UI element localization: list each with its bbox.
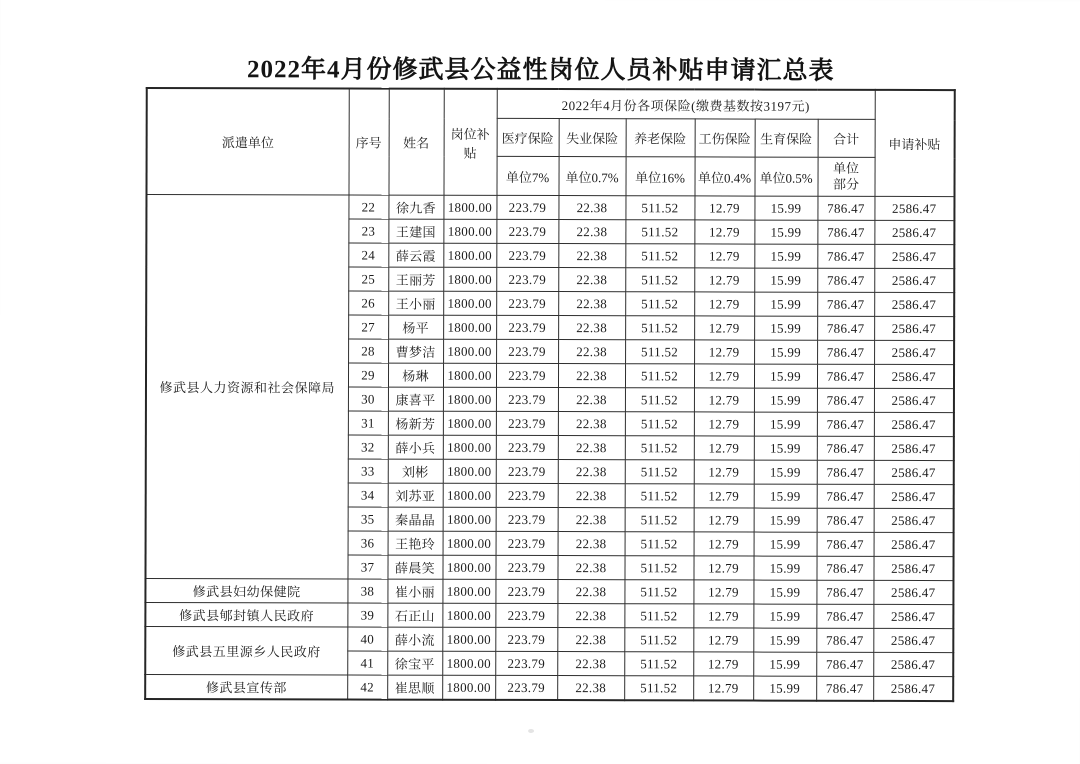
maternity-cell: 15.99: [754, 460, 817, 484]
pension-cell: 511.52: [625, 292, 694, 316]
total-cell: 786.47: [816, 556, 873, 580]
unemployment-cell: 22.38: [558, 436, 625, 460]
serial-cell: 38: [347, 579, 387, 603]
pension-cell: 511.52: [625, 268, 694, 292]
pension-cell: 511.52: [625, 532, 694, 556]
total-cell: 786.47: [817, 412, 874, 436]
work-injury-cell: 12.79: [694, 316, 754, 340]
serial-cell: 29: [348, 363, 388, 387]
name-cell: 石正山: [387, 603, 442, 627]
name-cell: 秦晶晶: [388, 507, 443, 531]
serial-cell: 39: [347, 603, 387, 627]
serial-cell: 34: [348, 483, 388, 507]
total-cell: 786.47: [816, 604, 873, 628]
maternity-cell: 15.99: [754, 244, 817, 268]
total-cell: 786.47: [817, 268, 874, 292]
post-subsidy-cell: 1800.00: [443, 507, 496, 531]
serial-cell: 28: [348, 339, 388, 363]
dispatch-unit-cell: 修武县五里源乡人民政府: [145, 626, 347, 675]
col-header-pension-rate: 单位16%: [625, 157, 694, 196]
unemployment-cell: 22.38: [558, 268, 625, 292]
work-injury-cell: 12.79: [693, 628, 753, 652]
table-row: [145, 674, 953, 701]
serial-cell: 35: [348, 507, 388, 531]
work-injury-cell: 12.79: [694, 364, 754, 388]
name-cell: 薛小兵: [388, 435, 443, 459]
post-subsidy-cell: 1800.00: [443, 315, 496, 339]
pension-cell: 511.52: [624, 652, 693, 676]
unemployment-cell: 22.38: [558, 532, 625, 556]
work-injury-cell: 12.79: [693, 676, 753, 701]
apply-subsidy-cell: 2586.47: [874, 412, 954, 436]
apply-subsidy-cell: 2586.47: [873, 580, 953, 604]
unemployment-cell: 22.38: [558, 244, 625, 268]
total-cell: 786.47: [816, 580, 873, 604]
maternity-cell: 15.99: [754, 532, 817, 556]
name-cell: 徐九香: [388, 195, 443, 219]
post-subsidy-cell: 1800.00: [443, 435, 496, 459]
medical-cell: 223.79: [495, 603, 557, 627]
work-injury-cell: 12.79: [694, 196, 754, 220]
serial-cell: 31: [348, 411, 388, 435]
name-cell: 刘苏亚: [388, 483, 443, 507]
medical-cell: 223.79: [495, 627, 557, 651]
medical-cell: 223.79: [496, 339, 558, 363]
total-cell: 786.47: [816, 676, 873, 701]
col-header-unemployment: 失业保险: [559, 119, 626, 157]
post-subsidy-cell: 1800.00: [443, 219, 496, 243]
unemployment-cell: 22.38: [557, 628, 624, 652]
serial-cell: 22: [348, 195, 388, 219]
pension-cell: 511.52: [625, 412, 694, 436]
scan-speck: [528, 729, 534, 733]
table-body: [145, 194, 954, 701]
col-header-work-injury: 工伤保险: [695, 119, 755, 157]
pension-cell: 511.52: [625, 484, 694, 508]
unemployment-cell: 22.38: [558, 388, 625, 412]
post-subsidy-cell: 1800.00: [443, 483, 496, 507]
medical-cell: 223.79: [496, 507, 558, 531]
unemployment-cell: 22.38: [557, 556, 624, 580]
apply-subsidy-cell: 2586.47: [874, 292, 954, 316]
work-injury-cell: 12.79: [694, 460, 754, 484]
col-header-post-subsidy: 岗位补贴: [443, 89, 496, 196]
pension-cell: 511.52: [624, 604, 693, 628]
work-injury-cell: 12.79: [694, 340, 754, 364]
post-subsidy-cell: 1800.00: [442, 675, 495, 700]
unemployment-cell: 22.38: [558, 412, 625, 436]
post-subsidy-cell: 1800.00: [442, 651, 495, 675]
work-injury-cell: 12.79: [694, 412, 754, 436]
table-row: [145, 578, 953, 604]
work-injury-cell: 12.79: [693, 652, 753, 676]
work-injury-cell: 12.79: [694, 268, 754, 292]
name-cell: 王艳玲: [388, 531, 443, 555]
name-cell: 崔思顺: [387, 675, 442, 700]
serial-cell: 40: [347, 627, 387, 651]
maternity-cell: 15.99: [754, 340, 817, 364]
pension-cell: 511.52: [624, 556, 693, 580]
medical-cell: 223.79: [496, 411, 558, 435]
post-subsidy-cell: 1800.00: [443, 267, 496, 291]
total-cell: 786.47: [817, 436, 874, 460]
table-row: [146, 194, 954, 220]
unemployment-cell: 22.38: [558, 364, 625, 388]
work-injury-cell: 12.79: [694, 484, 754, 508]
maternity-cell: 15.99: [754, 220, 817, 244]
col-header-total-rate: [817, 157, 874, 196]
apply-subsidy-cell: 2586.47: [874, 532, 954, 556]
total-rate-label: 单位部分: [832, 160, 860, 192]
serial-cell: 36: [348, 531, 388, 555]
apply-subsidy-cell: 2586.47: [874, 340, 954, 364]
total-cell: 786.47: [817, 220, 874, 244]
work-injury-cell: 12.79: [694, 220, 754, 244]
col-header-serial-no: 序号: [348, 88, 388, 195]
medical-cell: 223.79: [496, 315, 558, 339]
apply-subsidy-cell: 2586.47: [874, 220, 954, 244]
medical-cell: 223.79: [495, 555, 557, 579]
name-cell: 徐宝平: [387, 651, 442, 675]
dispatch-unit-cell: 修武县妇幼保健院: [145, 578, 347, 603]
post-subsidy-cell: 1800.00: [443, 243, 496, 267]
table-row: [145, 626, 953, 652]
medical-cell: 223.79: [495, 675, 557, 700]
maternity-cell: 15.99: [753, 628, 816, 652]
medical-cell: 223.79: [496, 387, 558, 411]
maternity-cell: 15.99: [754, 388, 817, 412]
serial-cell: 33: [348, 459, 388, 483]
maternity-cell: 15.99: [754, 196, 817, 220]
maternity-cell: 15.99: [754, 508, 817, 532]
name-cell: 刘彬: [388, 459, 443, 483]
col-header-maternity: 生育保险: [755, 119, 818, 157]
unemployment-cell: 22.38: [558, 220, 625, 244]
name-cell: 王丽芳: [388, 267, 443, 291]
total-cell: 786.47: [817, 484, 874, 508]
name-cell: 康喜平: [388, 387, 443, 411]
medical-cell: 223.79: [496, 195, 558, 219]
medical-cell: 223.79: [495, 651, 557, 675]
serial-cell: 25: [348, 267, 388, 291]
total-cell: 786.47: [817, 244, 874, 268]
maternity-cell: 15.99: [753, 652, 816, 676]
name-cell: 薛小流: [387, 627, 442, 651]
post-subsidy-cell: 1800.00: [443, 195, 496, 219]
dispatch-unit-cell: 修武县人力资源和社会保障局: [145, 194, 348, 579]
col-header-pension: 养老保险: [626, 119, 695, 157]
total-cell: 786.47: [817, 316, 874, 340]
maternity-cell: 15.99: [753, 604, 816, 628]
post-subsidy-cell: 1800.00: [443, 387, 496, 411]
total-cell: 786.47: [817, 364, 874, 388]
work-injury-cell: 12.79: [694, 292, 754, 316]
post-subsidy-cell: 1800.00: [442, 603, 495, 627]
apply-subsidy-cell: 2586.47: [873, 556, 953, 580]
maternity-cell: 15.99: [754, 436, 817, 460]
post-subsidy-cell: 1800.00: [443, 339, 496, 363]
pension-cell: 511.52: [625, 508, 694, 532]
medical-cell: 223.79: [496, 243, 558, 267]
medical-cell: 223.79: [496, 291, 558, 315]
name-cell: 崔小丽: [387, 579, 442, 603]
post-subsidy-cell: 1800.00: [443, 411, 496, 435]
unemployment-cell: 22.38: [558, 340, 625, 364]
pension-cell: 511.52: [625, 220, 694, 244]
pension-cell: 511.52: [625, 460, 694, 484]
post-subsidy-cell: 1800.00: [442, 555, 495, 579]
apply-subsidy-cell: 2586.47: [874, 436, 954, 460]
total-cell: 786.47: [817, 292, 874, 316]
serial-cell: 32: [348, 435, 388, 459]
col-header-medical-rate: 单位7%: [496, 156, 558, 195]
medical-cell: 223.79: [496, 267, 558, 291]
post-subsidy-cell: 1800.00: [443, 531, 496, 555]
name-cell: 杨新芳: [388, 411, 443, 435]
medical-cell: 223.79: [496, 363, 558, 387]
name-cell: 薛云霞: [388, 243, 443, 267]
serial-cell: 41: [347, 651, 387, 675]
medical-cell: 223.79: [496, 531, 558, 555]
medical-cell: 223.79: [496, 459, 558, 483]
pension-cell: 511.52: [624, 676, 693, 701]
serial-cell: 24: [348, 243, 388, 267]
unemployment-cell: 22.38: [558, 316, 625, 340]
apply-subsidy-cell: 2586.47: [874, 316, 954, 340]
name-cell: 王建国: [388, 219, 443, 243]
total-cell: 786.47: [817, 532, 874, 556]
header-row-group: [147, 88, 955, 120]
maternity-cell: 15.99: [754, 268, 817, 292]
work-injury-cell: 12.79: [694, 244, 754, 268]
pension-cell: 511.52: [624, 628, 693, 652]
unemployment-cell: 22.38: [557, 652, 624, 676]
table-header: [146, 88, 954, 197]
apply-subsidy-cell: 2586.47: [873, 676, 953, 701]
dispatch-unit-cell: 修武县郇封镇人民政府: [145, 602, 347, 627]
work-injury-cell: 12.79: [694, 388, 754, 412]
maternity-cell: 15.99: [754, 412, 817, 436]
serial-cell: 26: [348, 291, 388, 315]
unemployment-cell: 22.38: [557, 580, 624, 604]
pension-cell: 511.52: [624, 580, 693, 604]
unemployment-cell: 22.38: [557, 676, 624, 701]
apply-subsidy-cell: 2586.47: [874, 388, 954, 412]
unemployment-cell: 22.38: [557, 604, 624, 628]
name-cell: 王小丽: [388, 291, 443, 315]
maternity-cell: 15.99: [754, 484, 817, 508]
maternity-cell: 15.99: [753, 676, 816, 701]
unemployment-cell: 22.38: [558, 196, 625, 220]
serial-cell: 23: [348, 219, 388, 243]
name-cell: 薛晨笑: [387, 555, 442, 579]
pension-cell: 511.52: [625, 388, 694, 412]
medical-cell: 223.79: [496, 483, 558, 507]
work-injury-cell: 12.79: [694, 436, 754, 460]
name-cell: 曹梦洁: [388, 339, 443, 363]
apply-subsidy-cell: 2586.47: [874, 484, 954, 508]
serial-cell: 27: [348, 315, 388, 339]
pension-cell: 511.52: [625, 436, 694, 460]
medical-cell: 223.79: [496, 219, 558, 243]
work-injury-cell: 12.79: [693, 580, 753, 604]
pension-cell: 511.52: [625, 244, 694, 268]
table-row: [145, 602, 953, 628]
post-subsidy-cell: 1800.00: [442, 579, 495, 603]
work-injury-cell: 12.79: [693, 556, 753, 580]
maternity-cell: 15.99: [754, 316, 817, 340]
col-header-apply-subsidy: 申请补贴: [875, 90, 955, 197]
col-header-work-injury-rate: 单位0.4%: [694, 157, 754, 196]
name-cell: 杨平: [388, 315, 443, 339]
col-header-total: 合计: [818, 119, 875, 157]
maternity-cell: 15.99: [754, 292, 817, 316]
post-subsidy-cell: 1800.00: [443, 363, 496, 387]
pension-cell: 511.52: [625, 340, 694, 364]
dispatch-unit-cell: 修武县宣传部: [145, 674, 347, 699]
post-subsidy-cell: 1800.00: [442, 627, 495, 651]
total-cell: 786.47: [816, 628, 873, 652]
total-cell: 786.47: [817, 388, 874, 412]
subsidy-summary-table: [144, 87, 956, 702]
total-cell: 786.47: [817, 460, 874, 484]
col-header-medical: 医疗保险: [497, 118, 559, 156]
post-subsidy-cell: 1800.00: [443, 291, 496, 315]
total-cell: 786.47: [816, 652, 873, 676]
unemployment-cell: 22.38: [558, 292, 625, 316]
col-header-unemployment-rate: 单位0.7%: [558, 157, 625, 196]
pension-cell: 511.52: [625, 196, 694, 220]
medical-cell: 223.79: [496, 435, 558, 459]
serial-cell: 42: [347, 675, 387, 700]
work-injury-cell: 12.79: [694, 532, 754, 556]
col-header-dispatch-unit: 派遣单位: [146, 88, 348, 195]
apply-subsidy-cell: 2586.47: [874, 508, 954, 532]
apply-subsidy-cell: 2586.47: [874, 460, 954, 484]
unemployment-cell: 22.38: [558, 484, 625, 508]
apply-subsidy-cell: 2586.47: [874, 244, 954, 268]
unemployment-cell: 22.38: [558, 508, 625, 532]
apply-subsidy-cell: 2586.47: [873, 628, 953, 652]
serial-cell: 37: [347, 555, 387, 579]
apply-subsidy-cell: 2586.47: [873, 652, 953, 676]
apply-subsidy-cell: 2586.47: [874, 268, 954, 292]
apply-subsidy-cell: 2586.47: [873, 604, 953, 628]
col-header-maternity-rate: 单位0.5%: [754, 157, 817, 196]
serial-cell: 30: [348, 387, 388, 411]
maternity-cell: 15.99: [753, 556, 816, 580]
post-subsidy-cell: 1800.00: [443, 459, 496, 483]
work-injury-cell: 12.79: [693, 604, 753, 628]
apply-subsidy-cell: 2586.47: [874, 364, 954, 388]
name-cell: 杨琳: [388, 363, 443, 387]
medical-cell: 223.79: [495, 579, 557, 603]
pension-cell: 511.52: [625, 364, 694, 388]
pension-cell: 511.52: [625, 316, 694, 340]
total-cell: 786.47: [817, 508, 874, 532]
total-cell: 786.47: [817, 196, 874, 220]
unemployment-cell: 22.38: [558, 460, 625, 484]
work-injury-cell: 12.79: [694, 508, 754, 532]
maternity-cell: 15.99: [754, 364, 817, 388]
document-title: 2022年4月份修武县公益性岗位人员补贴申请汇总表: [247, 56, 835, 85]
apply-subsidy-cell: 2586.47: [874, 196, 954, 220]
maternity-cell: 15.99: [753, 580, 816, 604]
col-header-name: 姓名: [388, 89, 443, 196]
total-cell: 786.47: [817, 340, 874, 364]
col-header-insurance-group: 2022年4月份各项保险(缴费基数按3197元): [497, 89, 875, 119]
